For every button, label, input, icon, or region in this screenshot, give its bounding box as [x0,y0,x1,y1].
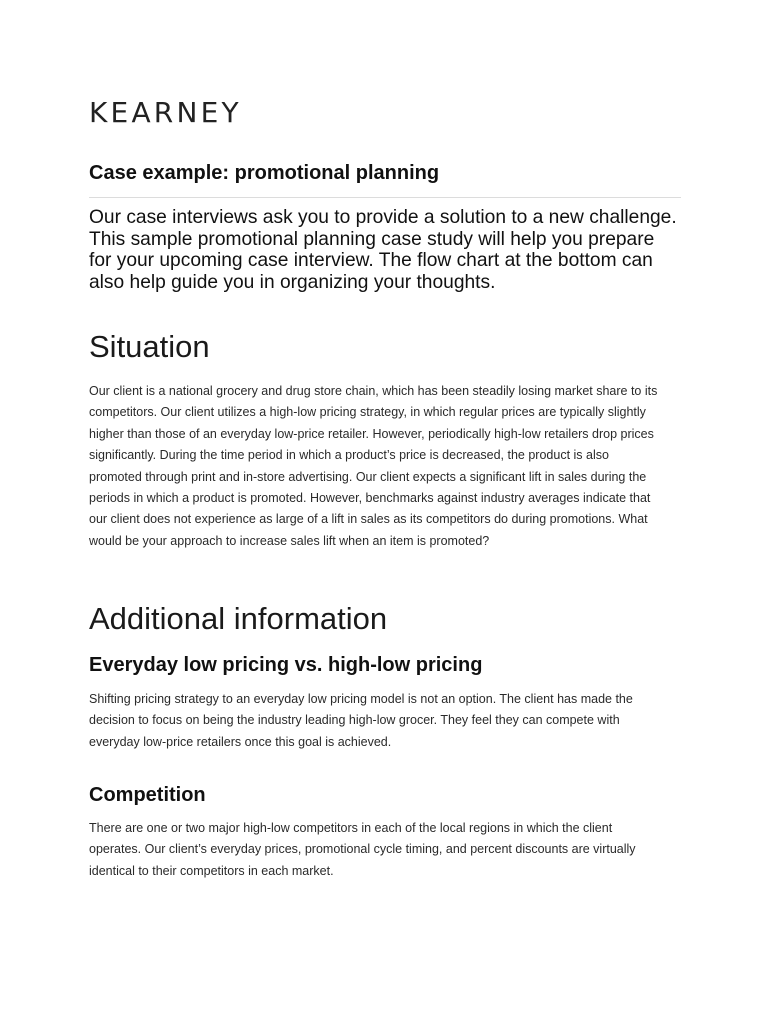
situation-heading: Situation [89,329,210,364]
kearney-logo: KEARNEY [89,96,242,129]
edlp-vs-high-low-heading: Everyday low pricing vs. high-low pricing [89,654,483,676]
additional-info-heading: Additional information [89,601,388,636]
situation-paragraph: Our client is a national grocery and drug store chain, which has been steadily losing market share to its competitors. Our client utilizes a high-low pricing strategy, in which regular prices are typically slightly higher than those of an everyday low-price retailer. However, periodically high-low retailers drop prices significantly. During the time period in which a product’s price is decreased, the product is also promoted through print and in-store advertising. Our client expects a significant lift in sales during the periods in which a product is promoted. However, benchmarks against industry averages indicate that our client does not experience as large of a lift in sales as its competitors do during promotions. What would be your approach to increase sales lift when an item is promoted? [89,384,658,548]
edlp-paragraph: Shifting pricing strategy to an everyday low pricing model is not an option. The client has made the decision to focus on being the industry leading high-low grocer. They feel they can compete with everyday low-price retailers once this goal is achieved. [89,692,633,749]
intro-paragraph: Our case interviews ask you to provide a solution to a new challenge. This sample promotional planning case study will help you prepare for your upcoming case interview. The flow chart at the bottom can also help guide you in organizing your thoughts. [89,207,677,293]
title-divider [89,197,681,198]
competition-heading: Competition [89,784,206,806]
competition-paragraph: There are one or two major high-low competitors in each of the local regions in which the client operates. Our client’s everyday prices, promotional cycle timing, and percent discounts are virtually identical to their competitors in each market. [89,821,636,878]
case-title: Case example: promotional planning [89,162,440,184]
